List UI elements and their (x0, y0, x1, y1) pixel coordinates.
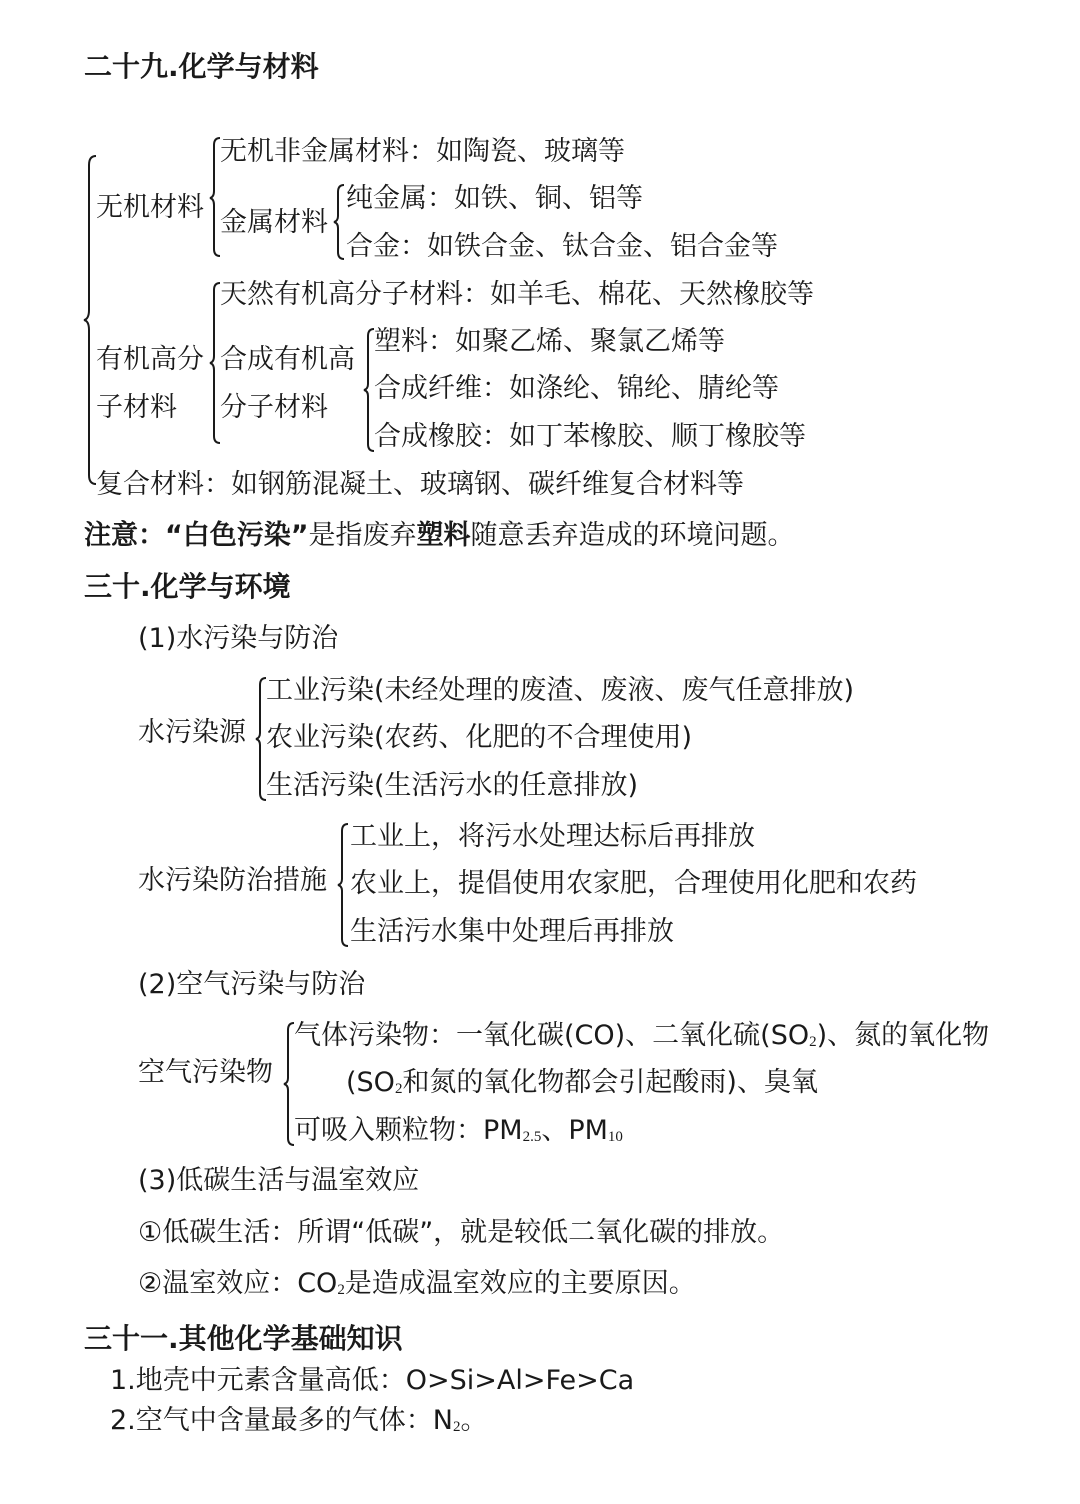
pure-metal: 纯金属：如铁、铜、铝等 (346, 183, 643, 214)
greenhouse-text-a: ②温室效应：CO (138, 1268, 338, 1299)
agricultural-pollution: 农业污染(农药、化肥的不合理使用) (266, 722, 693, 753)
water-pollution-sources-label: 水污染源 (138, 717, 246, 748)
most-abundant-gas (110, 1404, 487, 1438)
bracket-water-prevention (338, 823, 350, 947)
inorganic-materials-label: 无机材料 (96, 192, 204, 223)
organic-polymer-label-line1: 有机高分 (96, 344, 204, 375)
most-abundant-gas-subscript: 2 (452, 1419, 461, 1435)
air-pollutants-label: 空气污染物 (138, 1057, 273, 1088)
synthetic-fiber: 合成纤维：如涤纶、锦纶、腈纶等 (374, 373, 779, 404)
crust-elements: 1.地壳中元素含量高低：O>Si>Al>Fe>Ca (110, 1365, 635, 1396)
greenhouse-effect (138, 1267, 696, 1301)
organic-polymer-label-line2: 子材料 (96, 392, 177, 423)
metal-materials-label: 金属材料 (220, 207, 328, 238)
low-carbon-life: ①低碳生活：所谓“低碳”，就是较低二氧化碳的排放。 (138, 1217, 785, 1248)
pm-subscript-10: 10 (607, 1129, 623, 1145)
synthetic-polymer-label-line1: 合成有机高 (220, 344, 355, 375)
note-plastic: 塑料 (416, 520, 471, 551)
note-text-a: 是指废弃 (308, 520, 417, 551)
gas-pollutants-subscript: 2 (809, 1034, 817, 1050)
prevention-domestic: 生活污水集中处理后再排放 (350, 916, 674, 947)
note (84, 519, 795, 553)
subsection-low-carbon: (3)低碳生活与温室效应 (138, 1165, 420, 1196)
subsection-water-pollution: (1)水污染与防治 (138, 623, 339, 654)
gas-pollutants (294, 1019, 989, 1053)
most-abundant-gas-text-a: 2.空气中含量最多的气体：N (110, 1405, 453, 1436)
natural-polymer: 天然有机高分子材料：如羊毛、棉花、天然橡胶等 (220, 279, 814, 310)
domestic-pollution: 生活污染(生活污水的任意排放) (266, 770, 639, 801)
pm-text-b: 、PM (541, 1115, 608, 1146)
most-abundant-gas-text-b: 。 (460, 1405, 488, 1436)
section-31-title: 三十一.其他化学基础知识 (84, 1322, 403, 1355)
section-30-title: 三十.化学与环境 (84, 570, 291, 603)
nonmetal-materials: 无机非金属材料：如陶瓷、玻璃等 (220, 136, 625, 167)
gas-pollutants-text-a: 气体污染物：一氧化碳(CO)、二氧化硫(SO (294, 1020, 810, 1051)
composite-materials: 复合材料：如钢筋混凝土、玻璃钢、碳纤维复合材料等 (96, 469, 744, 500)
note-label: 注意： (84, 520, 165, 551)
bracket-metal (334, 184, 346, 260)
particulate-matter (294, 1114, 623, 1148)
water-prevention-label: 水污染防治措施 (138, 865, 327, 896)
synthetic-polymer-label-line2: 分子材料 (220, 392, 328, 423)
synthetic-rubber: 合成橡胶：如丁苯橡胶、顺丁橡胶等 (374, 421, 806, 452)
greenhouse-text-b: 是造成温室效应的主要原因。 (344, 1268, 696, 1299)
greenhouse-subscript: 2 (337, 1282, 345, 1298)
subsection-air-pollution: (2)空气污染与防治 (138, 969, 366, 1000)
acid-rain-note (346, 1066, 818, 1100)
acid-rain-subscript: 2 (394, 1081, 403, 1097)
industrial-pollution: 工业污染(未经处理的废渣、废液、废气任意排放) (266, 675, 855, 706)
plastic: 塑料：如聚乙烯、聚氯乙烯等 (374, 326, 725, 357)
alloy: 合金：如铁合金、钛合金、铝合金等 (346, 231, 778, 262)
acid-rain-text-b: 和氮的氧化物都会引起酸雨)、臭氧 (402, 1067, 818, 1098)
pm-subscript-25: 2.5 (522, 1129, 542, 1145)
prevention-agriculture: 农业上，提倡使用农家肥，合理使用化肥和农药 (350, 868, 917, 899)
section-29-title: 二十九.化学与材料 (84, 50, 319, 83)
acid-rain-text-a: (SO (346, 1067, 395, 1098)
pm-text-a: 可吸入颗粒物：PM (294, 1115, 523, 1146)
prevention-industry: 工业上，将污水处理达标后再排放 (350, 821, 755, 852)
note-text-c: 随意丢弃造成的环境问题。 (470, 520, 795, 551)
note-white-pollution: “白色污染” (165, 520, 309, 551)
gas-pollutants-text-b: )、氮的氧化物 (816, 1020, 990, 1051)
